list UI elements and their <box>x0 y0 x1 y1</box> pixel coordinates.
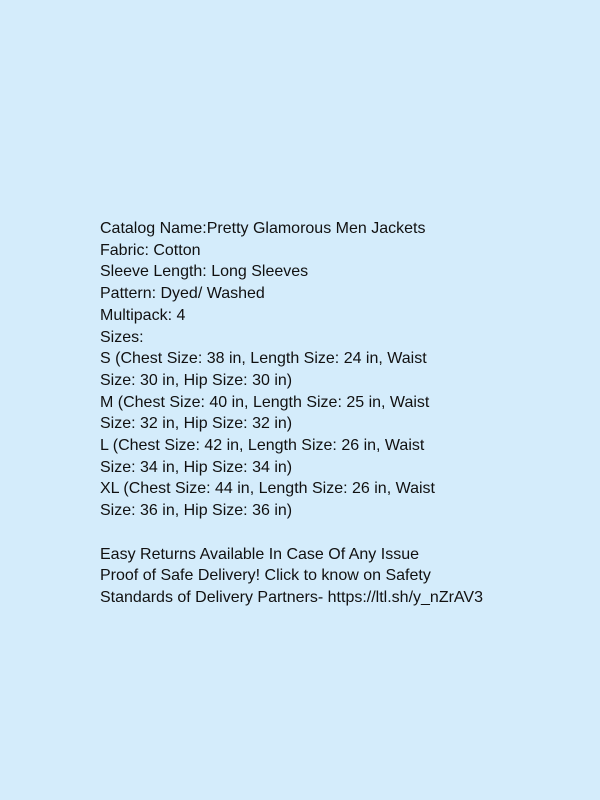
catalog-name: Catalog Name:Pretty Glamorous Men Jackets <box>100 220 426 237</box>
size-m-line-2: Size: 32 in, Hip Size: 32 in) <box>100 415 293 433</box>
size-l <box>100 435 570 478</box>
size-xl-line-1: XL (Chest Size: 44 in, Length Size: 26 in, Waist <box>100 480 435 498</box>
safe-delivery-note-line-2: Standards of Delivery Partners- https://ltl.sh/y_nZrAV3 <box>100 588 483 606</box>
easy-returns-note: Easy Returns Available In Case Of Any Issue <box>100 545 419 563</box>
size-xl <box>100 478 570 521</box>
size-l-line-2: Size: 34 in, Hip Size: 34 in) <box>100 458 293 476</box>
size-l-line-1: L (Chest Size: 42 in, Length Size: 26 in, Waist <box>100 437 425 455</box>
fabric-info: Fabric: Cotton <box>100 241 201 259</box>
size-m-line-1: M (Chest Size: 40 in, Length Size: 25 in, Waist <box>100 393 430 411</box>
size-xl-line-2: Size: 36 in, Hip Size: 36 in) <box>100 502 293 520</box>
size-s-line-1: S (Chest Size: 38 in, Length Size: 24 in, Waist <box>100 350 427 368</box>
safe-delivery-note-line-1: Proof of Safe Delivery! Click to know on Safety <box>100 567 431 585</box>
size-s-line-2: Size: 30 in, Hip Size: 30 in) <box>100 371 293 389</box>
multipack-info: Multipack: 4 <box>100 306 186 324</box>
pattern-info: Pattern: Dyed/ Washed <box>100 285 265 303</box>
sleeve-length-info: Sleeve Length: Long Sleeves <box>100 263 309 281</box>
sizes-heading: Sizes: <box>100 328 144 346</box>
size-s <box>100 348 570 391</box>
paragraph-spacer <box>100 522 570 544</box>
size-m <box>100 392 570 435</box>
product-description <box>100 218 570 609</box>
